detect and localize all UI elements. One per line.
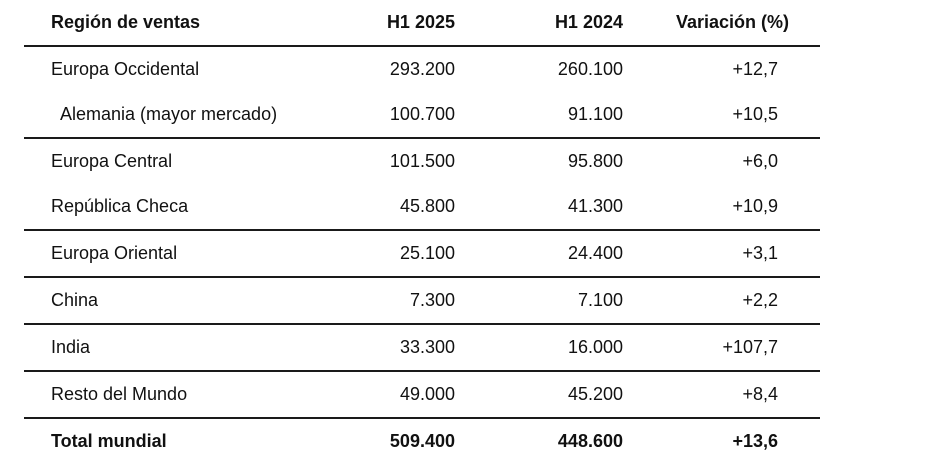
- cell-region: Resto del Mundo: [51, 384, 188, 404]
- header-h1-2025: H1 2025: [386, 12, 455, 32]
- cell-h1-2024: 16.000: [567, 337, 623, 357]
- cell-region: Europa Central: [51, 151, 173, 171]
- cell-region: Europa Oriental: [51, 243, 178, 263]
- cell-variation: +2,2: [742, 290, 778, 310]
- cell-h1-2025: 100.700: [389, 104, 455, 124]
- table-row: [24, 139, 820, 184]
- cell-region: China: [51, 290, 99, 310]
- cell-h1-2024: 260.100: [557, 59, 623, 79]
- cell-h1-2025: 25.100: [399, 243, 455, 263]
- cell-region: India: [51, 337, 91, 357]
- cell-h1-2025: 101.500: [389, 151, 455, 171]
- header-h1-2024: H1 2024: [554, 12, 623, 32]
- cell-h1-2024: 24.400: [567, 243, 623, 263]
- cell-region: Europa Occidental: [51, 59, 200, 79]
- cell-variation: +12,7: [732, 59, 778, 79]
- cell-h1-2025: 49.000: [399, 384, 455, 404]
- total-h1-2025: 509.400: [389, 431, 455, 451]
- table-row: [24, 47, 820, 92]
- sales-table: [24, 0, 820, 464]
- header-variation: Variación (%): [675, 12, 789, 32]
- table-row: [24, 372, 820, 419]
- cell-region: República Checa: [51, 196, 189, 216]
- header-region: Región de ventas: [51, 12, 201, 32]
- cell-variation: +8,4: [742, 384, 778, 404]
- cell-variation: +10,9: [732, 196, 778, 216]
- total-h1-2024: 448.600: [557, 431, 623, 451]
- cell-variation: +3,1: [742, 243, 778, 263]
- table-row: [24, 184, 820, 231]
- cell-variation: +10,5: [732, 104, 778, 124]
- table-total-row: [24, 419, 820, 464]
- table-row: [24, 325, 820, 372]
- total-region: Total mundial: [51, 431, 167, 451]
- table-row: [24, 278, 820, 325]
- table-header: [24, 0, 820, 47]
- cell-h1-2024: 45.200: [567, 384, 623, 404]
- cell-h1-2025: 293.200: [389, 59, 455, 79]
- cell-variation: +6,0: [742, 151, 778, 171]
- cell-h1-2025: 7.300: [409, 290, 455, 310]
- cell-region: Alemania (mayor mercado): [60, 104, 278, 124]
- total-variation: +13,6: [732, 431, 778, 451]
- cell-h1-2025: 33.300: [399, 337, 455, 357]
- cell-variation: +107,7: [722, 337, 778, 357]
- cell-h1-2024: 7.100: [577, 290, 623, 310]
- table-row: [24, 92, 820, 139]
- table-row: [24, 231, 820, 278]
- cell-h1-2024: 91.100: [567, 104, 623, 124]
- cell-h1-2025: 45.800: [399, 196, 455, 216]
- cell-h1-2024: 41.300: [567, 196, 623, 216]
- cell-h1-2024: 95.800: [567, 151, 623, 171]
